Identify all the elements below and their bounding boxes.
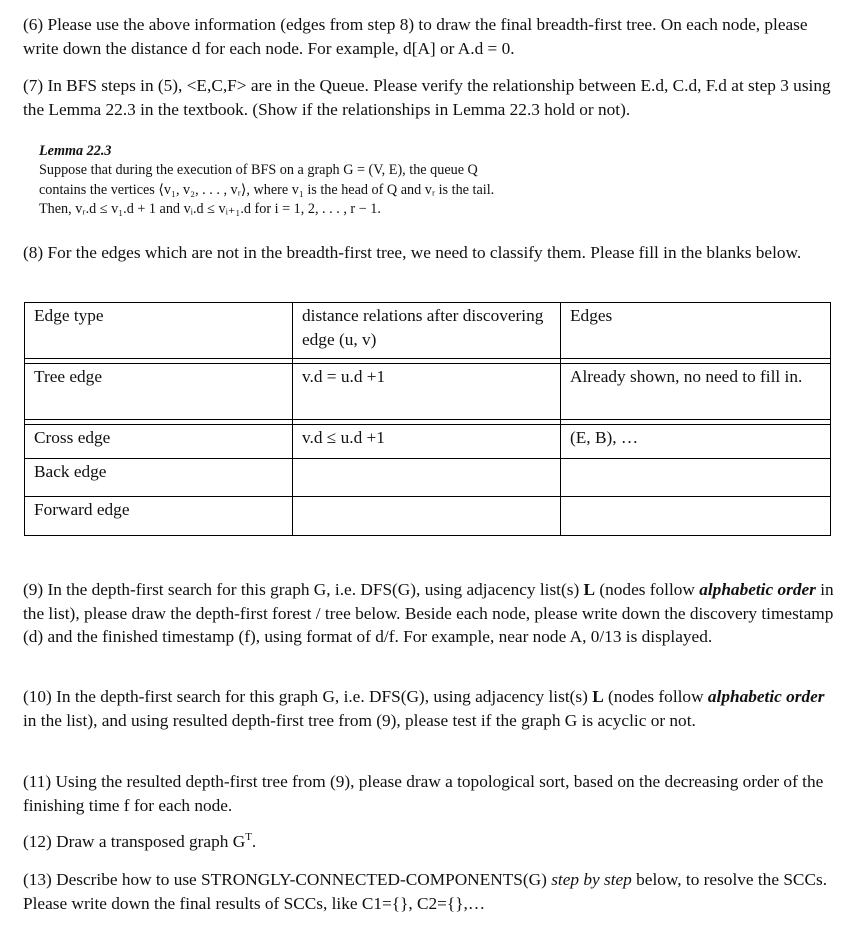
lemma-box [39,142,639,219]
q9-alphabetic-order: alphabetic order [699,580,816,599]
header-distance-relations: distance relations after discovering edge (u, v) [293,303,561,359]
q10-text-c: in the list), and using resulted depth-first tree from (9), please test if the graph G is acyclic or not. [23,710,696,730]
question-10 [23,685,835,732]
edge-classification-table [24,302,831,536]
q9-text-b: (nodes follow [595,580,700,599]
question-7: (7) In BFS steps in (5), <E,C,F> are in the Queue. Please verify the relationship between E.d, C.d, F.d at step 3 using the Lemma 22.3 in the textbook. (Show if the relationships in Lemma 22.3 hold or not). [23,76,831,119]
cell-tree-edges: Already shown, no need to fill in. [561,364,831,420]
q13-text-a: (13) Describe how to use STRONGLY-CONNECTED-COMPONENTS(G) [23,870,552,889]
cell-cross-relation: v.d ≤ u.d +1 [293,425,561,459]
q13-text-b: below, to resolve the SCCs. Please write down the final results of SCCs, like C1={}, C2={},… [23,870,828,913]
cell-back-edge: Back edge [25,459,293,497]
table-header-row [25,303,831,359]
q10-L: L [592,687,604,706]
question-13 [23,868,835,915]
q10-text-b: (nodes follow [603,687,708,706]
cell-back-relation[interactable] [293,459,561,497]
question-6: (6) Please use the above information (edges from step 8) to draw the final breadth-first tree. On each node, please write down the distance d for each node. For example, d[A] or A.d = 0. [23,15,808,58]
header-edges: Edges [561,303,831,359]
cell-cross-edge: Cross edge [25,425,293,459]
q13-step-by-step: step by step [551,870,632,889]
q12-superscript: T [245,831,252,844]
table-row [25,364,831,420]
question-9 [23,578,835,649]
cell-forward-relation[interactable] [293,497,561,536]
lemma-line-1: Suppose that during the execution of BFS on a graph G = (V, E), the queue Q [39,162,478,179]
question-11: (11) Using the resulted depth-first tree from (9), please draw a topological sort, based on the decreasing order of the finishing time f for each node. [23,772,824,815]
q10-alphabetic-order: alphabetic order [707,687,825,706]
table-row [25,497,831,536]
q9-text-c: in the list), please draw the depth-first forest / tree below. Beside each node, please write down the discovery timestamp (d) and the finished timestamp (f), using format of d/f. For example, near node A, 0/13 is displayed. [23,580,834,646]
q10-text-a: (10) In the depth-first search for this graph G, i.e. DFS(G), using adjacency list(s) [23,687,593,706]
lemma-line-2: contains the vertices ⟨v₁, v₂, . . . , vᵣ⟩, where v₁ is the head of Q and vᵣ is the tail. [39,181,495,198]
cell-tree-relation: v.d = u.d +1 [293,364,561,420]
question-12 [23,830,835,854]
lemma-title: Lemma 22.3 [39,143,112,159]
lemma-line-3: Then, vᵣ.d ≤ v₁.d + 1 and vᵢ.d ≤ vᵢ₊₁.d for i = 1, 2, . . . , r − 1. [39,200,381,217]
table-row [25,459,831,497]
header-edge-type: Edge type [25,303,293,359]
q9-L: L [583,580,596,599]
cell-tree-edge: Tree edge [25,364,293,420]
cell-forward-edges[interactable] [561,497,831,536]
cell-forward-edge: Forward edge [25,497,293,536]
q9-text-a: (9) In the depth-first search for this graph G, i.e. DFS(G), using adjacency list(s) [23,580,584,599]
cell-back-edges[interactable] [561,459,831,497]
question-8: (8) For the edges which are not in the breadth-first tree, we need to classify them. Please fill in the blanks below. [23,243,802,262]
q12-text: (12) Draw a transposed graph G [23,832,246,851]
q12-end: . [251,832,257,851]
table-row [25,425,831,459]
cell-cross-edges: (E, B), … [561,425,831,459]
